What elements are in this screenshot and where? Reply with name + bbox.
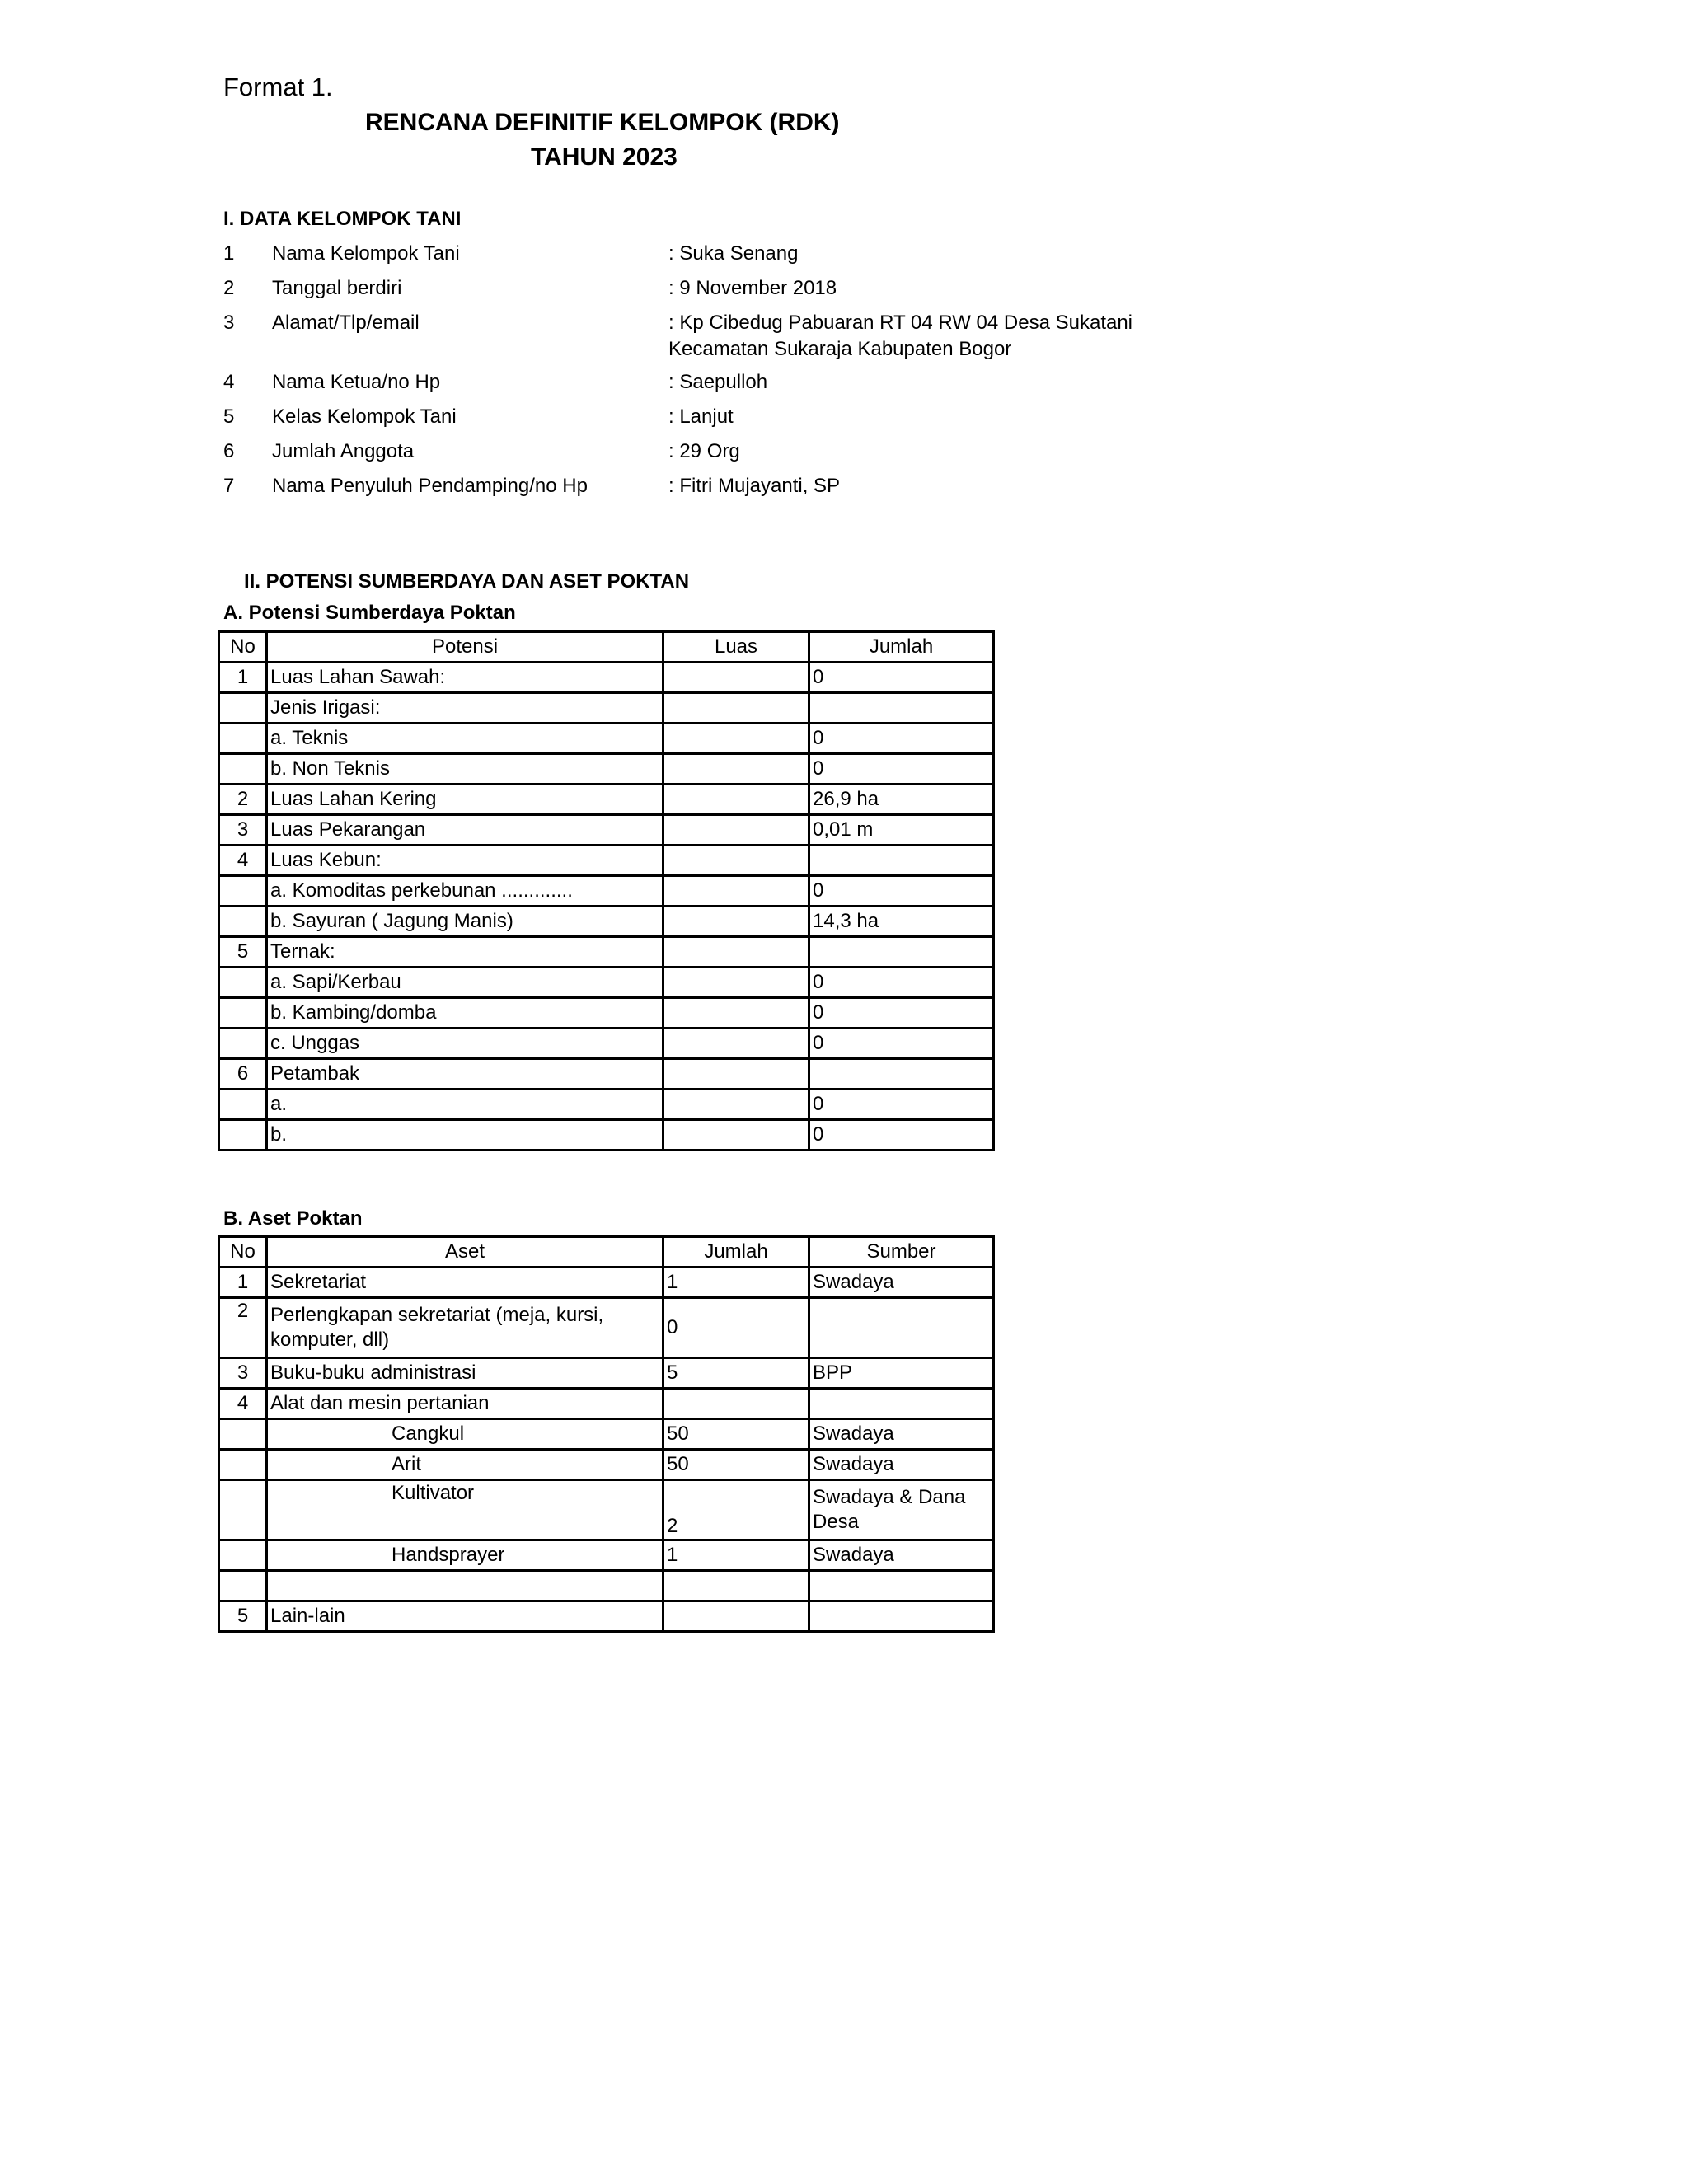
cell-luas	[663, 937, 809, 968]
cell-no: 6	[219, 1059, 267, 1090]
table-row	[219, 1268, 994, 1298]
table-row	[219, 1601, 994, 1632]
cell-no: 1	[219, 1268, 267, 1298]
table-row	[219, 968, 994, 998]
table-row	[219, 1298, 994, 1358]
cell-luas	[663, 1059, 809, 1090]
cell-no	[219, 724, 267, 754]
table-row	[219, 1571, 994, 1601]
col-header-no: No	[219, 1237, 267, 1268]
format-label: Format 1.	[223, 73, 333, 101]
cell-potensi: Petambak	[267, 1059, 663, 1090]
cell-no	[219, 693, 267, 724]
cell-no	[219, 1450, 267, 1480]
cell-potensi: b. Kambing/domba	[267, 998, 663, 1029]
cell-no	[219, 1480, 267, 1540]
cell-potensi: a. Komoditas perkebunan .............	[267, 876, 663, 907]
table-row	[219, 1480, 994, 1540]
cell-jumlah: 0	[809, 1120, 994, 1151]
cell-jumlah	[809, 693, 994, 724]
cell-jumlah: 0	[809, 754, 994, 785]
cell-jumlah: 50	[663, 1419, 809, 1450]
cell-luas	[663, 907, 809, 937]
table-row	[219, 785, 994, 815]
cell-aset: Kultivator	[267, 1480, 663, 1540]
cell-sumber	[809, 1298, 994, 1358]
info-value: : Suka Senang	[668, 242, 799, 265]
section2-heading: II. POTENSI SUMBERDAYA DAN ASET POKTAN	[244, 570, 690, 593]
cell-potensi: Luas Lahan Sawah:	[267, 663, 663, 693]
cell-luas	[663, 693, 809, 724]
cell-jumlah: 26,9 ha	[809, 785, 994, 815]
cell-sumber	[809, 1601, 994, 1632]
info-value: : 29 Org	[668, 440, 740, 462]
info-label: Nama Ketua/no Hp	[272, 371, 441, 393]
cell-no	[219, 1029, 267, 1059]
cell-potensi: a.	[267, 1090, 663, 1120]
cell-luas	[663, 1120, 809, 1151]
cell-no: 4	[219, 1389, 267, 1419]
cell-no	[219, 1540, 267, 1571]
cell-potensi: Ternak:	[267, 937, 663, 968]
document-year: TAHUN 2023	[531, 143, 678, 171]
potensi-table	[218, 630, 995, 1151]
table-row	[219, 907, 994, 937]
table-row	[219, 1090, 994, 1120]
cell-potensi: Jenis Irigasi:	[267, 693, 663, 724]
cell-no: 1	[219, 663, 267, 693]
cell-luas	[663, 785, 809, 815]
cell-jumlah: 5	[663, 1358, 809, 1389]
cell-jumlah: 0	[809, 1029, 994, 1059]
info-no: 1	[223, 242, 235, 265]
cell-potensi: a. Sapi/Kerbau	[267, 968, 663, 998]
table-row	[219, 1389, 994, 1419]
cell-jumlah: 0	[809, 876, 994, 907]
cell-jumlah	[663, 1389, 809, 1419]
col-header-potensi: Potensi	[267, 632, 663, 663]
info-label: Jumlah Anggota	[272, 440, 415, 462]
col-header-jumlah: Jumlah	[809, 632, 994, 663]
col-header-aset: Aset	[267, 1237, 663, 1268]
cell-no: 3	[219, 1358, 267, 1389]
table-row	[219, 663, 994, 693]
cell-no: 4	[219, 846, 267, 876]
cell-sumber: Swadaya & Dana Desa	[809, 1480, 994, 1540]
cell-sumber: BPP	[809, 1358, 994, 1389]
cell-no	[219, 998, 267, 1029]
info-no: 2	[223, 277, 235, 299]
aset-table	[218, 1235, 995, 1633]
cell-potensi: Luas Pekarangan	[267, 815, 663, 846]
cell-potensi: Luas Kebun:	[267, 846, 663, 876]
cell-luas	[663, 754, 809, 785]
col-header-jumlah: Jumlah	[663, 1237, 809, 1268]
info-label: Nama Penyuluh Pendamping/no Hp	[272, 475, 588, 497]
cell-luas	[663, 724, 809, 754]
cell-sumber: Swadaya	[809, 1540, 994, 1571]
cell-aset: Arit	[267, 1450, 663, 1480]
cell-jumlah: 50	[663, 1450, 809, 1480]
cell-no: 5	[219, 937, 267, 968]
cell-jumlah: 0	[809, 724, 994, 754]
cell-luas	[663, 1090, 809, 1120]
cell-aset: Perlengkapan sekretariat (meja, kursi, komputer, dll)	[267, 1298, 663, 1358]
col-header-luas: Luas	[663, 632, 809, 663]
table-row	[219, 1029, 994, 1059]
table-row	[219, 876, 994, 907]
info-value: : Fitri Mujayanti, SP	[668, 475, 841, 497]
cell-jumlah: 2	[663, 1480, 809, 1540]
cell-sumber: Swadaya	[809, 1450, 994, 1480]
cell-sumber: Swadaya	[809, 1419, 994, 1450]
table-row	[219, 815, 994, 846]
cell-potensi: b. Non Teknis	[267, 754, 663, 785]
col-header-sumber: Sumber	[809, 1237, 994, 1268]
table-row	[219, 846, 994, 876]
document-title: RENCANA DEFINITIF KELOMPOK (RDK)	[365, 109, 840, 136]
cell-potensi: Luas Lahan Kering	[267, 785, 663, 815]
table-row	[219, 1358, 994, 1389]
cell-jumlah	[809, 937, 994, 968]
cell-jumlah: 0	[809, 663, 994, 693]
section1-heading: I. DATA KELOMPOK TANI	[223, 208, 462, 230]
cell-jumlah	[809, 1059, 994, 1090]
cell-luas	[663, 846, 809, 876]
cell-no: 2	[219, 785, 267, 815]
cell-jumlah	[809, 846, 994, 876]
cell-aset: Cangkul	[267, 1419, 663, 1450]
info-no: 3	[223, 312, 235, 334]
table-row	[219, 693, 994, 724]
cell-jumlah	[663, 1601, 809, 1632]
table-header-row	[219, 1237, 994, 1268]
cell-sumber	[809, 1571, 994, 1601]
cell-aset	[267, 1571, 663, 1601]
cell-luas	[663, 998, 809, 1029]
table-row	[219, 1419, 994, 1450]
info-label: Nama Kelompok Tani	[272, 242, 460, 265]
cell-jumlah: 1	[663, 1268, 809, 1298]
table-row	[219, 998, 994, 1029]
cell-luas	[663, 876, 809, 907]
cell-no	[219, 907, 267, 937]
cell-potensi: b.	[267, 1120, 663, 1151]
table-row	[219, 1540, 994, 1571]
cell-aset: Buku-buku administrasi	[267, 1358, 663, 1389]
subsection-a-heading: A. Potensi Sumberdaya Poktan	[223, 602, 516, 624]
cell-no	[219, 754, 267, 785]
cell-no	[219, 876, 267, 907]
info-no: 5	[223, 405, 235, 428]
cell-luas	[663, 815, 809, 846]
col-header-no: No	[219, 632, 267, 663]
cell-sumber: Swadaya	[809, 1268, 994, 1298]
info-no: 7	[223, 475, 235, 497]
cell-sumber	[809, 1389, 994, 1419]
cell-aset: Sekretariat	[267, 1268, 663, 1298]
cell-luas	[663, 663, 809, 693]
cell-jumlah: 0	[809, 1090, 994, 1120]
cell-potensi: a. Teknis	[267, 724, 663, 754]
cell-no	[219, 1090, 267, 1120]
info-value: : Kp Cibedug Pabuaran RT 04 RW 04 Desa Sukatani Kecamatan Sukaraja Kabupaten Bogor	[668, 312, 1133, 360]
cell-luas	[663, 1029, 809, 1059]
cell-no: 5	[219, 1601, 267, 1632]
table-row	[219, 754, 994, 785]
cell-jumlah: 0	[809, 968, 994, 998]
cell-jumlah: 0,01 m	[809, 815, 994, 846]
cell-jumlah	[663, 1571, 809, 1601]
cell-aset: Lain-lain	[267, 1601, 663, 1632]
cell-potensi: c. Unggas	[267, 1029, 663, 1059]
info-label: Tanggal berdiri	[272, 277, 402, 299]
info-no: 4	[223, 371, 235, 393]
subsection-b-heading: B. Aset Poktan	[223, 1207, 363, 1230]
cell-jumlah: 14,3 ha	[809, 907, 994, 937]
info-no: 6	[223, 440, 235, 462]
info-value: : 9 November 2018	[668, 277, 837, 299]
cell-aset: Alat dan mesin pertanian	[267, 1389, 663, 1419]
cell-no: 2	[219, 1298, 267, 1358]
cell-jumlah: 1	[663, 1540, 809, 1571]
cell-jumlah: 0	[809, 998, 994, 1029]
cell-luas	[663, 968, 809, 998]
table-row	[219, 724, 994, 754]
cell-no	[219, 968, 267, 998]
table-header-row	[219, 632, 994, 663]
cell-potensi: b. Sayuran ( Jagung Manis)	[267, 907, 663, 937]
info-label: Alamat/Tlp/email	[272, 312, 420, 334]
cell-no: 3	[219, 815, 267, 846]
info-value: : Saepulloh	[668, 371, 768, 393]
table-row	[219, 1450, 994, 1480]
table-row	[219, 1059, 994, 1090]
cell-no	[219, 1120, 267, 1151]
table-row	[219, 1120, 994, 1151]
info-value: : Lanjut	[668, 405, 734, 428]
table-row	[219, 937, 994, 968]
cell-aset: Handsprayer	[267, 1540, 663, 1571]
cell-no	[219, 1571, 267, 1601]
info-label: Kelas Kelompok Tani	[272, 405, 457, 428]
cell-jumlah: 0	[663, 1298, 809, 1358]
cell-no	[219, 1419, 267, 1450]
